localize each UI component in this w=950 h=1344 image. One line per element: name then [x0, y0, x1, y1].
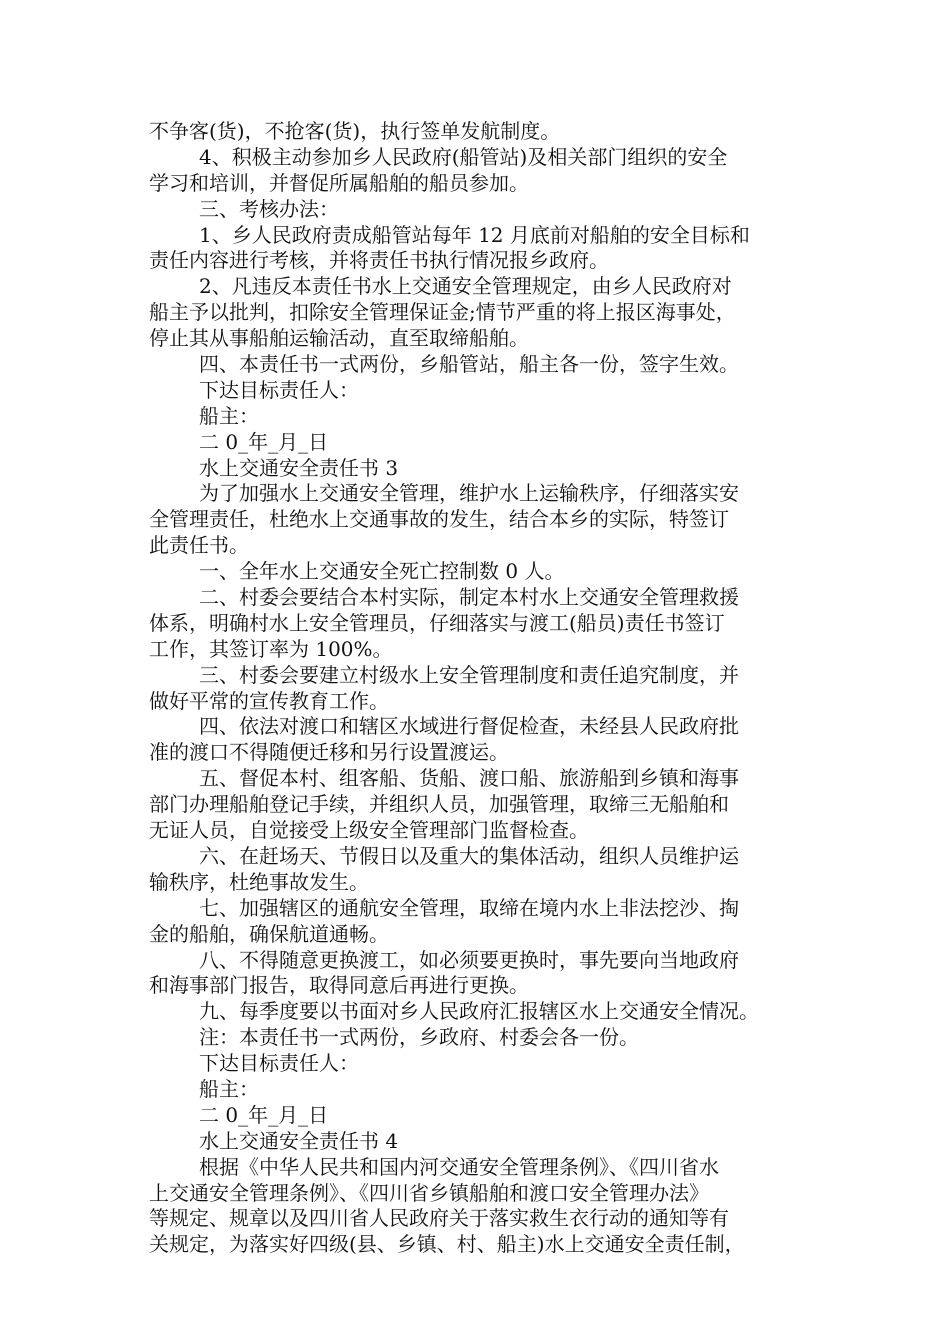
- text-line: 二、村委会要结合本村实际，制定本村水上交通安全管理救援: [199, 585, 739, 610]
- text-line: 注：本责任书一式两份，乡政府、村委会各一份。: [199, 1025, 639, 1050]
- document-body: [149, 119, 809, 1258]
- text-line: 不争客(货)，不抢客(货)，执行签单发航制度。: [149, 119, 561, 143]
- text-line: 停止其从事船舶运输活动，直至取缔船舶。: [149, 326, 529, 351]
- text-line: 输秩序，杜绝事故发生。: [149, 869, 369, 894]
- text-line: 船主：: [199, 403, 259, 428]
- text-line: 三、考核办法：: [199, 196, 339, 221]
- text-line: 4、积极主动参加乡人民政府(船管站)及相关部门组织的安全: [199, 144, 728, 169]
- text-line: 全管理责任，杜绝水上交通事故的发生，结合本乡的实际，特签订: [149, 507, 729, 532]
- text-line: 八、不得随意更换渡工，如必须要更换时，事先要向当地政府: [199, 947, 739, 972]
- text-line: 四、依法对渡口和辖区水域进行督促检查，未经县人民政府批: [199, 714, 739, 739]
- text-line: 五、督促本村、组客船、货船、渡口船、旅游船到乡镇和海事: [199, 766, 739, 791]
- text-line: 做好平常的宣传教育工作。: [149, 688, 389, 713]
- text-line: 关规定，为落实好四级(县、乡镇、村、船主)水上交通安全责任制，: [149, 1232, 745, 1257]
- text-line: 等规定、规章以及四川省人民政府关于落实救生衣行动的通知等有: [149, 1206, 729, 1231]
- text-line: 为了加强水上交通安全管理，维护水上运输秩序，仔细落实安: [199, 481, 739, 506]
- text-line: 责任内容进行考核，并将责任书执行情况报乡政府。: [149, 248, 609, 273]
- text-line: 七、加强辖区的通航安全管理，取缔在境内水上非法挖沙、掏: [199, 895, 739, 920]
- text-line: 二 0_年_月_日: [199, 1102, 329, 1127]
- text-line: 水上交通安全责任书 3: [199, 455, 399, 480]
- text-line: 下达目标责任人：: [199, 377, 359, 402]
- text-line: 水上交通安全责任书 4: [199, 1128, 399, 1153]
- text-line: 学习和培训，并督促所属船舶的船员参加。: [149, 170, 529, 195]
- text-line: 2、凡违反本责任书水上交通安全管理规定，由乡人民政府对: [199, 274, 732, 299]
- text-line: 无证人员，自觉接受上级安全管理部门监督检查。: [149, 818, 589, 843]
- text-line: 金的船舶，确保航道通畅。: [149, 921, 389, 946]
- text-line: 部门办理船舶登记手续，并组织人员，加强管理，取缔三无船舶和: [149, 792, 729, 817]
- text-line: 下达目标责任人：: [199, 1051, 359, 1076]
- text-line: 准的渡口不得随便迁移和另行设置渡运。: [149, 740, 509, 765]
- text-line: 船主：: [199, 1076, 259, 1101]
- text-line: 1、乡人民政府责成船管站每年 12 月底前对船舶的安全目标和: [199, 222, 750, 247]
- text-line: 九、每季度要以书面对乡人民政府汇报辖区水上交通安全情况。: [199, 999, 759, 1024]
- text-line: 工作，其签订率为 100%。: [149, 636, 393, 661]
- text-line: 四、本责任书一式两份，乡船管站，船主各一份，签字生效。: [199, 352, 739, 377]
- text-line: 六、在赶场天、节假日以及重大的集体活动，组织人员维护运: [199, 843, 739, 868]
- text-line: 此责任书。: [149, 533, 249, 558]
- text-line: 上交通安全管理条例》、《四川省乡镇船舶和渡口安全管理办法》: [149, 1180, 709, 1205]
- text-line: 一、全年水上交通安全死亡控制数 0 人。: [199, 559, 565, 584]
- text-line: 和海事部门报告，取得同意后再进行更换。: [149, 973, 529, 998]
- text-line: 二 0_年_月_日: [199, 429, 329, 454]
- text-line: 三、村委会要建立村级水上安全管理制度和责任追究制度，并: [199, 662, 739, 687]
- text-line: 根据《中华人民共和国内河交通安全管理条例》、《四川省水: [199, 1154, 719, 1179]
- text-line: 船主予以批判，扣除安全管理保证金;情节严重的将上报区海事处，: [149, 300, 736, 325]
- text-line: 体系，明确村水上安全管理员，仔细落实与渡工(船员)责任书签订: [149, 610, 725, 635]
